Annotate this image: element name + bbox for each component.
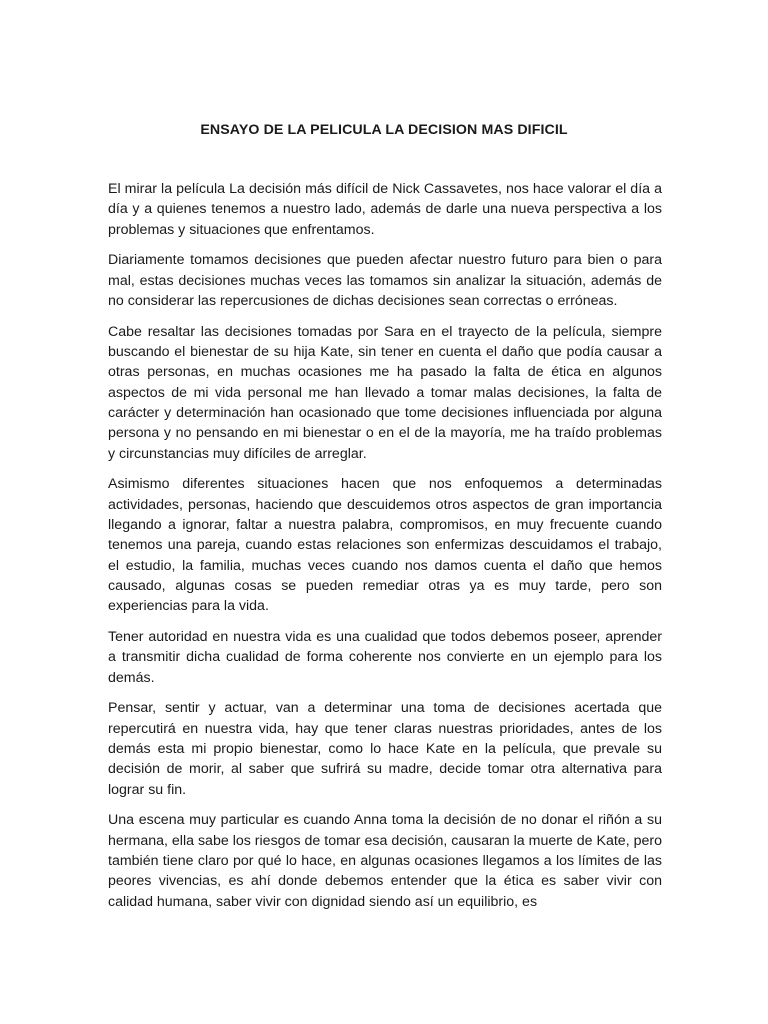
paragraph-intro: El mirar la película La decisión más difícil de Nick Cassavetes, nos hace valorar el día a día y a quienes tenemos a nuestro lado, además de darle una nueva perspectiva a los problemas y situaciones que enfrentamos.	[108, 181, 662, 238]
paragraph-daily-decisions: Diariamente tomamos decisiones que pueden afectar nuestro futuro para bien o para mal, estas decisiones muchas veces las tomamos sin analizar la situación, además de no considerar las repercusiones de dichas decisiones sean correctas o erróneas.	[108, 252, 662, 309]
paragraph-sara-decisions: Cabe resaltar las decisiones tomadas por Sara en el trayecto de la película, siempre buscando el bienestar de su hija Kate, sin tener en cuenta el daño que podía causar a otras personas, en muchas ocasiones me ha pasado la falta de ética en algunos aspectos de mi vida personal me han llevado a tomar malas decisiones, la falta de carácter y determinación han ocasionado que tome decisiones influenciada por alguna persona y no pensando en mi bienestar o en el de la mayoría, me ha traído problemas y circunstancias muy difíciles de arreglar.	[108, 323, 662, 462]
document-body	[108, 179, 662, 922]
document-title: ENSAYO DE LA PELICULA LA DECISION MAS DIFICIL	[200, 122, 568, 138]
paragraph-think-feel-act: Pensar, sentir y actuar, van a determinar una toma de decisiones acertada que repercutirá en nuestra vida, hay que tener claras nuestras prioridades, antes de los demás esta mi propio bienestar, como lo hace Kate en la película, que prevale su decisión de morir, al saber que sufrirá su madre, decide tomar otra alternativa para lograr su fin.	[108, 700, 662, 798]
paragraph-anna-scene: Una escena muy particular es cuando Anna toma la decisión de no donar el riñón a su hermana, ella sabe los riesgos de tomar esa decisión, causaran la muerte de Kate, pero también tiene claro por qué lo hace, en algunas ocasiones llegamos a los límites de las peores vivencias, es ahí donde debemos entender que la ética es saber vivir con calidad humana, saber vivir con dignidad siendo así un equilibrio, es	[108, 812, 662, 910]
paragraph-authority: Tener autoridad en nuestra vida es una cualidad que todos debemos poseer, aprender a transmitir dicha cualidad de forma coherente nos convierte en un ejemplo para los demás.	[108, 628, 662, 686]
paragraph-situations: Asimismo diferentes situaciones hacen que nos enfoquemos a determinadas actividades, personas, haciendo que descuidemos otros aspectos de gran importancia llegando a ignorar, faltar a nuestra palabra, compromisos, en muy frecuente cuando tenemos una pareja, cuando estas relaciones son enfermizas descuidamos el trabajo, el estudio, la familia, muchas veces cuando nos damos cuenta el daño que hemos causado, algunas cosas se pueden remediar otras ya es muy tarde, pero son experiencias para la vida.	[108, 476, 662, 615]
